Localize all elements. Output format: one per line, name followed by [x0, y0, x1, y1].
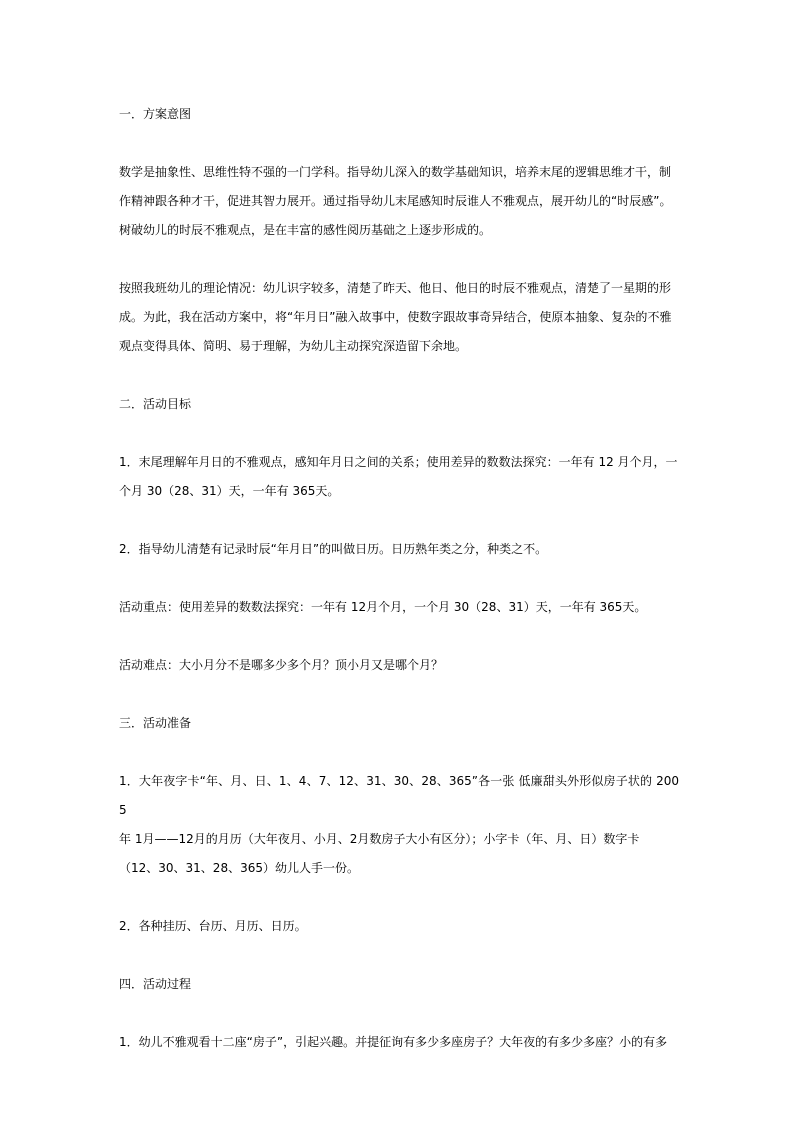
- paragraph-prep-1: [119, 767, 679, 883]
- paragraph-key-point: [119, 593, 679, 622]
- paragraph-intent: [119, 158, 679, 245]
- paragraph-goal-2: [119, 535, 679, 564]
- spacer: [119, 738, 679, 767]
- section-heading-2: 二．活动目标: [119, 397, 192, 411]
- spacer: [119, 245, 679, 274]
- text-line: 2．指导幼儿清楚有记录时辰“年月日”的叫做日历。日历熟年类之分，种类之不。: [119, 542, 548, 556]
- document-body: [119, 100, 679, 1057]
- text-line: 成。为此，我在活动方案中，将“年月日”融入故事中，使数字跟故事奇异结合，使原本抽象、复杂的不雅: [119, 310, 672, 324]
- spacer: [119, 129, 679, 158]
- text-line: 个月 30（28、31）天，一年有 365天。: [119, 484, 340, 498]
- text-line: 2．各种挂历、台历、月历、日历。: [119, 919, 307, 933]
- section-heading-3: 三．活动准备: [119, 716, 192, 730]
- spacer: [119, 506, 679, 535]
- section-heading-1: 一．方案意图: [119, 107, 192, 121]
- spacer: [119, 622, 679, 651]
- paragraph-process-1: [119, 1028, 679, 1057]
- spacer: [119, 883, 679, 912]
- text-line: 1．幼儿不雅观看十二座“房子”，引起兴趣。并提征询有多少多座房子？大年夜的有多少多座？小的有多: [119, 1035, 668, 1049]
- text-line: 年 1月——12月的月历（大年夜月、小月、2月数房子大小有区分）；小字卡（年、月、日）数字卡: [119, 832, 640, 846]
- paragraph-goal-1: [119, 448, 679, 506]
- text-line: 1．末尾理解年月日的不雅观点，感知年月日之间的关系；使用差异的数数法探究：一年有 12 月个月，一: [119, 455, 678, 469]
- text-line: 树破幼儿的时辰不雅观点，是在丰富的感性阅历基础之上逐步形成的。: [119, 223, 492, 237]
- spacer: [119, 680, 679, 709]
- spacer: [119, 999, 679, 1028]
- text-line: 活动重点：使用差异的数数法探究：一年有 12月个月，一个月 30（28、31）天，一年有 365天。: [119, 600, 647, 614]
- paragraph-difficulty: [119, 651, 679, 680]
- text-line: 活动难点：大小月分不是哪多少多个月？顶小月又是哪个月？: [119, 658, 444, 672]
- spacer: [119, 361, 679, 390]
- text-line: （12、30、31、28、365）幼儿人手一份。: [119, 861, 359, 875]
- paragraph-class-situation: [119, 274, 679, 361]
- text-line: 作精神跟各种才干，促进其智力展开。通过指导幼儿末尾感知时辰谁人不雅观点，展开幼儿的“时辰感”。: [119, 194, 672, 208]
- text-line: 数学是抽象性、思维性特不强的一门学科。指导幼儿深入的数学基础知识，培养末尾的逻辑思维才干，制: [119, 165, 672, 179]
- spacer: [119, 564, 679, 593]
- spacer: [119, 419, 679, 448]
- section-heading-4: 四．活动过程: [119, 977, 192, 991]
- spacer: [119, 941, 679, 970]
- text-line: 按照我班幼儿的理论情况：幼儿识字较多，清楚了昨天、他日、他日的时辰不雅观点，清楚了一星期的形: [119, 281, 672, 295]
- text-line: 观点变得具体、简明、易于理解，为幼儿主动探究深造留下余地。: [119, 339, 468, 353]
- paragraph-prep-2: [119, 912, 679, 941]
- text-line: 1．大年夜字卡“年、月、日、1、4、7、12、31、30、28、365”各一张 低廉甜头外形似房子状的 2005: [119, 774, 679, 817]
